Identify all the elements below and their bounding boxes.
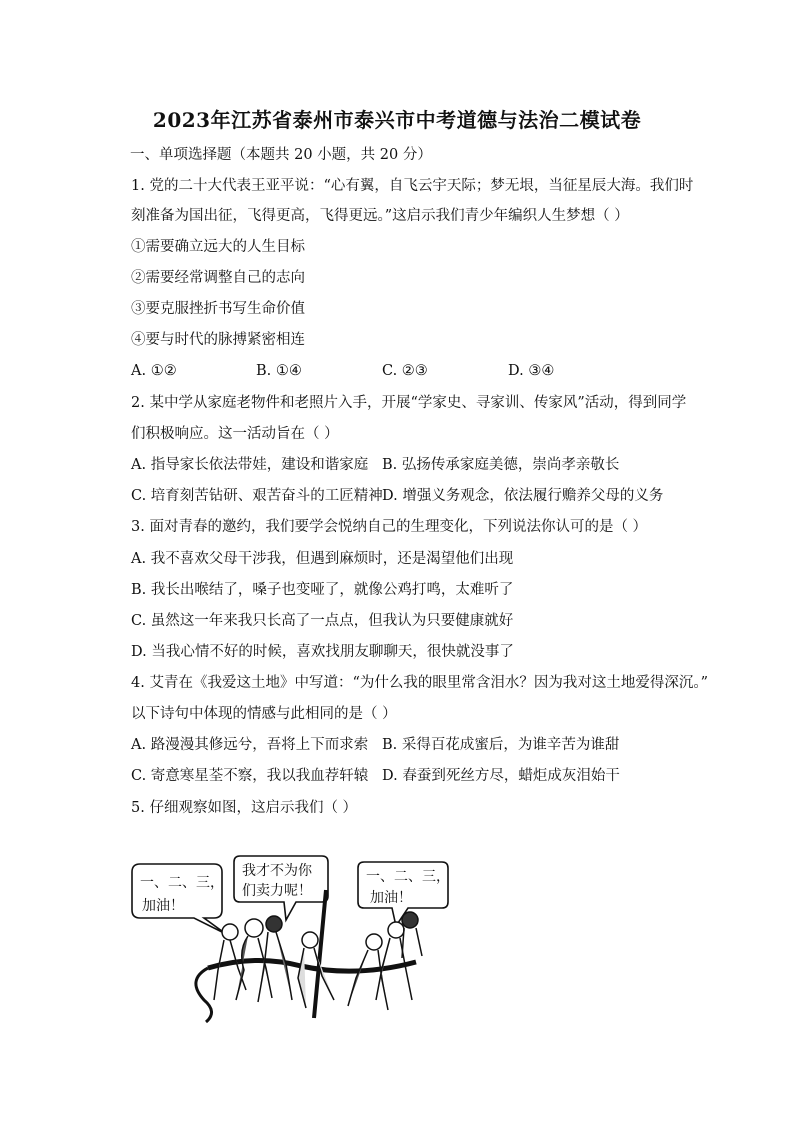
middle-bubble-text-1: 我才不为你: [242, 863, 312, 879]
q2-option-a[interactable]: A. 指导家长依法带娃，建设和谐家庭: [131, 457, 369, 473]
q3-option-c[interactable]: C. 虽然这一年来我只长高了一点点，但我认为只要健康就好: [131, 613, 514, 629]
q5-stem: 5. 仔细观察如图，这启示我们（ ）: [131, 800, 358, 816]
q2-stem-line2: 们积极响应。这一活动旨在（ ）: [131, 426, 339, 442]
q1-option-b[interactable]: B. ①④: [256, 363, 302, 379]
q4-option-c[interactable]: C. 寄意寒星荃不察，我以我血荐轩辕: [131, 768, 369, 784]
q2-option-b[interactable]: B. 弘扬传承家庭美德，崇尚孝亲敬长: [382, 457, 620, 473]
q1-item-3: ③要克服挫折书写生命价值: [131, 301, 305, 317]
q2-option-c[interactable]: C. 培育刻苦钻研、艰苦奋斗的工匠精神: [131, 488, 383, 504]
right-bubble-text-1: 一、二、三，: [366, 869, 450, 885]
q1-option-c[interactable]: C. ②③: [382, 363, 428, 379]
right-bubble-text-2: 加油！: [370, 890, 412, 906]
section-heading: 一、单项选择题（本题共 20 小题，共 20 分）: [130, 147, 432, 163]
q1-item-2: ②需要经常调整自己的志向: [131, 270, 305, 286]
page-title: 2023年江苏省泰州市泰兴市中考道德与法治二模试卷: [152, 108, 642, 132]
q1-item-1: ①需要确立远大的人生目标: [131, 239, 305, 255]
q1-stem-line1: 1. 党的二十大代表王亚平说：“心有翼，自飞云宇天际；梦无垠，当征星辰大海。我们时: [131, 178, 694, 194]
q3-option-b[interactable]: B. 我长出喉结了，嗓子也变哑了，就像公鸡打鸣，太难听了: [131, 582, 514, 598]
q4-option-d[interactable]: D. 春蚕到死丝方尽，蜡炬成灰泪始干: [382, 768, 620, 784]
q4-stem-line2: 以下诗句中体现的情感与此相同的是（ ）: [131, 706, 397, 722]
q4-option-a[interactable]: A. 路漫漫其修远兮，吾将上下而求索: [131, 737, 369, 753]
q2-stem-line1: 2. 某中学从家庭老物件和老照片入手，开展“学家史、寻家训、传家风”活动，得到同学: [131, 395, 687, 411]
q2-option-d[interactable]: D. 增强义务观念，依法履行赡养父母的义务: [382, 488, 664, 504]
tug-of-war-cartoon: [126, 850, 466, 1025]
q3-option-a[interactable]: A. 我不喜欢父母干涉我，但遇到麻烦时，还是渴望他们出现: [131, 551, 514, 567]
left-bubble-text-2: 加油！: [142, 898, 184, 914]
q1-stem-line2: 刻准备为国出征，飞得更高，飞得更远。”这启示我们青少年编织人生梦想（ ）: [131, 208, 629, 224]
q4-stem-line1: 4. 艾青在《我爱这土地》中写道：“为什么我的眼里常含泪水？因为我对这土地爱得深沉。”: [131, 675, 709, 691]
q3-stem: 3. 面对青春的邀约，我们要学会悦纳自己的生理变化，下列说法你认可的是（ ）: [131, 519, 648, 535]
left-bubble-text-1: 一、二、三，: [140, 875, 224, 891]
q1-option-d[interactable]: D. ③④: [508, 363, 555, 379]
q1-item-4: ④要与时代的脉搏紧密相连: [131, 332, 305, 348]
q1-option-a[interactable]: A. ①②: [131, 363, 177, 379]
q4-option-b[interactable]: B. 采得百花成蜜后，为谁辛苦为谁甜: [382, 737, 620, 753]
middle-bubble-text-2: 们卖力呢！: [242, 883, 312, 899]
q3-option-d[interactable]: D. 当我心情不好的时候，喜欢找朋友聊聊天，很快就没事了: [131, 644, 514, 660]
